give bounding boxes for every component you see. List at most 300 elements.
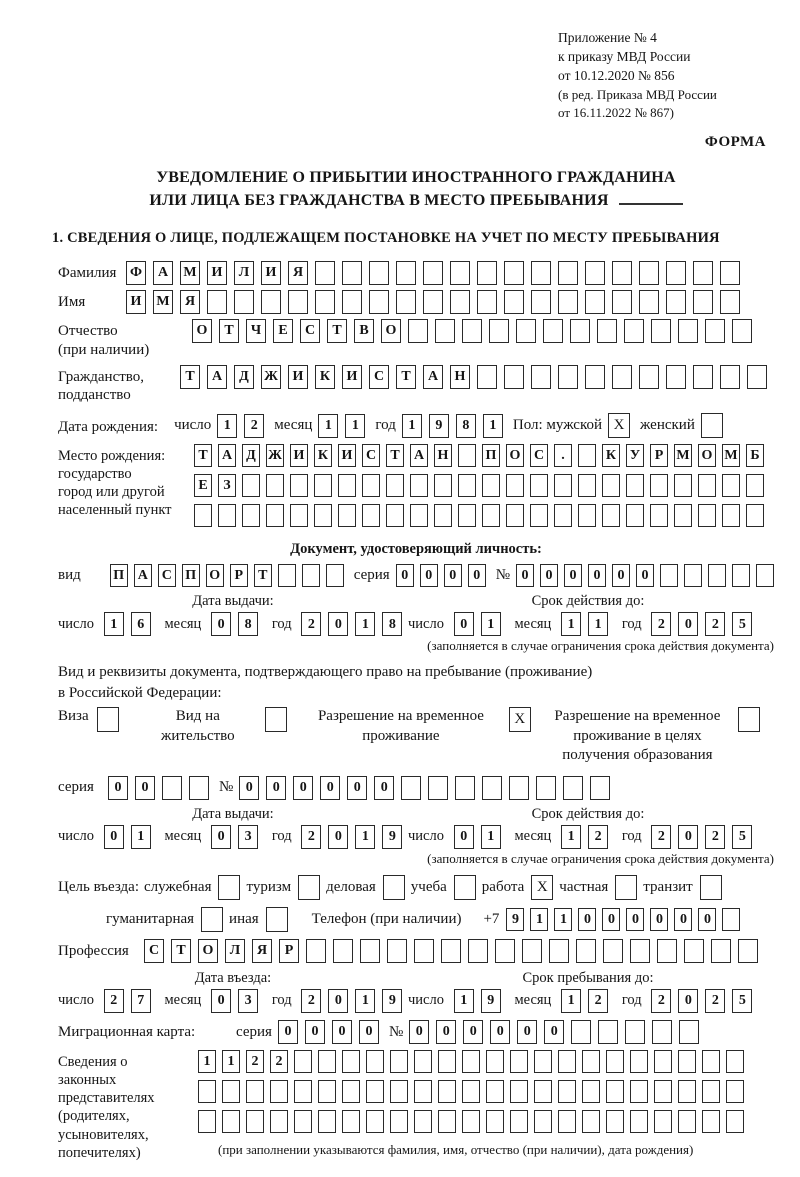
- char-cell[interactable]: 2: [301, 825, 321, 849]
- char-cell[interactable]: И: [288, 365, 308, 389]
- char-cell[interactable]: А: [134, 564, 152, 587]
- char-cell[interactable]: [390, 1110, 408, 1133]
- char-cell[interactable]: Н: [434, 444, 452, 467]
- char-cell[interactable]: [639, 365, 659, 389]
- char-cell[interactable]: [530, 474, 548, 497]
- char-cell[interactable]: [746, 504, 764, 527]
- char-cell[interactable]: [369, 290, 389, 314]
- char-cell[interactable]: Е: [194, 474, 212, 497]
- char-cell[interactable]: [654, 1080, 672, 1103]
- char-cell[interactable]: [726, 1110, 744, 1133]
- char-cell[interactable]: [290, 504, 308, 527]
- char-cell[interactable]: [338, 474, 356, 497]
- char-cell[interactable]: 0: [305, 1020, 325, 1044]
- residence-permit-checkbox[interactable]: [265, 707, 287, 732]
- char-cell[interactable]: 0: [516, 564, 534, 587]
- char-cell[interactable]: 0: [454, 825, 474, 849]
- char-cell[interactable]: [650, 474, 668, 497]
- char-cell[interactable]: [423, 261, 443, 285]
- char-cell[interactable]: С: [158, 564, 176, 587]
- char-cell[interactable]: [362, 474, 380, 497]
- char-cell[interactable]: [732, 319, 752, 343]
- char-cell[interactable]: [578, 504, 596, 527]
- char-cell[interactable]: [674, 504, 692, 527]
- char-cell[interactable]: [450, 261, 470, 285]
- char-cell[interactable]: Т: [171, 939, 191, 963]
- char-cell[interactable]: В: [354, 319, 374, 343]
- char-cell[interactable]: [625, 1020, 645, 1044]
- char-cell[interactable]: 0: [578, 908, 596, 931]
- char-cell[interactable]: 1: [481, 612, 501, 636]
- char-cell[interactable]: [720, 290, 740, 314]
- char-cell[interactable]: [612, 290, 632, 314]
- char-cell[interactable]: [486, 1050, 504, 1073]
- char-cell[interactable]: [531, 290, 551, 314]
- char-cell[interactable]: [679, 1020, 699, 1044]
- purpose-tourism-checkbox[interactable]: [298, 875, 320, 900]
- char-cell[interactable]: О: [192, 319, 212, 343]
- char-cell[interactable]: 2: [270, 1050, 288, 1073]
- char-cell[interactable]: 0: [678, 612, 698, 636]
- char-cell[interactable]: 9: [382, 989, 402, 1013]
- char-cell[interactable]: [674, 474, 692, 497]
- char-cell[interactable]: Ф: [126, 261, 146, 285]
- purpose-official-checkbox[interactable]: [218, 875, 240, 900]
- char-cell[interactable]: 0: [678, 989, 698, 1013]
- char-cell[interactable]: И: [338, 444, 356, 467]
- char-cell[interactable]: С: [369, 365, 389, 389]
- char-cell[interactable]: [702, 1080, 720, 1103]
- char-cell[interactable]: [462, 1110, 480, 1133]
- char-cell[interactable]: 2: [588, 989, 608, 1013]
- char-cell[interactable]: О: [381, 319, 401, 343]
- char-cell[interactable]: 1: [355, 825, 375, 849]
- char-cell[interactable]: [314, 504, 332, 527]
- char-cell[interactable]: 2: [246, 1050, 264, 1073]
- char-cell[interactable]: И: [207, 261, 227, 285]
- char-cell[interactable]: 1: [198, 1050, 216, 1073]
- char-cell[interactable]: [435, 319, 455, 343]
- char-cell[interactable]: [606, 1050, 624, 1073]
- char-cell[interactable]: 0: [320, 776, 340, 800]
- purpose-business-checkbox[interactable]: [383, 875, 405, 900]
- char-cell[interactable]: 1: [561, 612, 581, 636]
- char-cell[interactable]: [342, 1080, 360, 1103]
- char-cell[interactable]: Л: [225, 939, 245, 963]
- char-cell[interactable]: [423, 290, 443, 314]
- char-cell[interactable]: 2: [705, 612, 725, 636]
- char-cell[interactable]: 1: [131, 825, 151, 849]
- char-cell[interactable]: Т: [386, 444, 404, 467]
- char-cell[interactable]: Е: [273, 319, 293, 343]
- char-cell[interactable]: [342, 1110, 360, 1133]
- char-cell[interactable]: [414, 1110, 432, 1133]
- char-cell[interactable]: [438, 1080, 456, 1103]
- char-cell[interactable]: [506, 504, 524, 527]
- char-cell[interactable]: 5: [732, 612, 752, 636]
- char-cell[interactable]: [531, 261, 551, 285]
- char-cell[interactable]: 1: [402, 414, 422, 438]
- char-cell[interactable]: 0: [278, 1020, 298, 1044]
- char-cell[interactable]: [458, 444, 476, 467]
- char-cell[interactable]: 0: [678, 825, 698, 849]
- char-cell[interactable]: 9: [506, 908, 524, 931]
- char-cell[interactable]: [549, 939, 569, 963]
- char-cell[interactable]: [720, 365, 740, 389]
- char-cell[interactable]: [639, 261, 659, 285]
- char-cell[interactable]: [738, 707, 760, 732]
- char-cell[interactable]: С: [530, 444, 548, 467]
- char-cell[interactable]: 1: [345, 414, 365, 438]
- char-cell[interactable]: 2: [301, 989, 321, 1013]
- char-cell[interactable]: О: [698, 444, 716, 467]
- char-cell[interactable]: [438, 1110, 456, 1133]
- char-cell[interactable]: [342, 261, 362, 285]
- char-cell[interactable]: 0: [420, 564, 438, 587]
- char-cell[interactable]: 0: [444, 564, 462, 587]
- char-cell[interactable]: 0: [135, 776, 155, 800]
- char-cell[interactable]: [534, 1080, 552, 1103]
- char-cell[interactable]: 1: [355, 989, 375, 1013]
- char-cell[interactable]: [410, 474, 428, 497]
- char-cell[interactable]: [630, 1110, 648, 1133]
- char-cell[interactable]: [434, 504, 452, 527]
- char-cell[interactable]: Ч: [246, 319, 266, 343]
- char-cell[interactable]: [705, 319, 725, 343]
- char-cell[interactable]: [720, 261, 740, 285]
- char-cell[interactable]: [462, 1050, 480, 1073]
- char-cell[interactable]: [383, 875, 405, 900]
- char-cell[interactable]: 0: [239, 776, 259, 800]
- char-cell[interactable]: М: [180, 261, 200, 285]
- char-cell[interactable]: [606, 1080, 624, 1103]
- char-cell[interactable]: [738, 939, 758, 963]
- char-cell[interactable]: [602, 474, 620, 497]
- char-cell[interactable]: [606, 1110, 624, 1133]
- char-cell[interactable]: [318, 1110, 336, 1133]
- char-cell[interactable]: [660, 564, 678, 587]
- char-cell[interactable]: А: [423, 365, 443, 389]
- char-cell[interactable]: [441, 939, 461, 963]
- char-cell[interactable]: [222, 1110, 240, 1133]
- char-cell[interactable]: [360, 939, 380, 963]
- char-cell[interactable]: [678, 1080, 696, 1103]
- char-cell[interactable]: [495, 939, 515, 963]
- char-cell[interactable]: Л: [234, 261, 254, 285]
- char-cell[interactable]: [366, 1050, 384, 1073]
- char-cell[interactable]: [450, 290, 470, 314]
- char-cell[interactable]: [266, 907, 288, 932]
- char-cell[interactable]: [198, 1080, 216, 1103]
- char-cell[interactable]: З: [218, 474, 236, 497]
- char-cell[interactable]: 0: [108, 776, 128, 800]
- char-cell[interactable]: [582, 1110, 600, 1133]
- char-cell[interactable]: 0: [650, 908, 668, 931]
- char-cell[interactable]: [558, 1110, 576, 1133]
- char-cell[interactable]: 0: [409, 1020, 429, 1044]
- char-cell[interactable]: С: [362, 444, 380, 467]
- char-cell[interactable]: [630, 1050, 648, 1073]
- char-cell[interactable]: [454, 875, 476, 900]
- char-cell[interactable]: П: [482, 444, 500, 467]
- char-cell[interactable]: [726, 1050, 744, 1073]
- char-cell[interactable]: [506, 474, 524, 497]
- char-cell[interactable]: 2: [705, 825, 725, 849]
- char-cell[interactable]: [603, 939, 623, 963]
- char-cell[interactable]: [510, 1110, 528, 1133]
- char-cell[interactable]: 0: [328, 989, 348, 1013]
- char-cell[interactable]: М: [722, 444, 740, 467]
- char-cell[interactable]: [711, 939, 731, 963]
- char-cell[interactable]: [558, 290, 578, 314]
- char-cell[interactable]: [458, 504, 476, 527]
- char-cell[interactable]: Я: [288, 261, 308, 285]
- char-cell[interactable]: [654, 1110, 672, 1133]
- char-cell[interactable]: 0: [564, 564, 582, 587]
- char-cell[interactable]: [531, 365, 551, 389]
- char-cell[interactable]: 0: [463, 1020, 483, 1044]
- char-cell[interactable]: [732, 564, 750, 587]
- char-cell[interactable]: [486, 1080, 504, 1103]
- char-cell[interactable]: 2: [104, 989, 124, 1013]
- char-cell[interactable]: [615, 875, 637, 900]
- char-cell[interactable]: 0: [396, 564, 414, 587]
- char-cell[interactable]: [294, 1050, 312, 1073]
- char-cell[interactable]: А: [207, 365, 227, 389]
- char-cell[interactable]: 0: [332, 1020, 352, 1044]
- char-cell[interactable]: [198, 1110, 216, 1133]
- char-cell[interactable]: 1: [454, 989, 474, 1013]
- char-cell[interactable]: А: [218, 444, 236, 467]
- char-cell[interactable]: [626, 474, 644, 497]
- char-cell[interactable]: 0: [211, 825, 231, 849]
- char-cell[interactable]: [266, 474, 284, 497]
- char-cell[interactable]: Д: [242, 444, 260, 467]
- char-cell[interactable]: 1: [483, 414, 503, 438]
- char-cell[interactable]: X: [531, 875, 553, 900]
- char-cell[interactable]: [458, 474, 476, 497]
- char-cell[interactable]: К: [315, 365, 335, 389]
- char-cell[interactable]: 5: [732, 989, 752, 1013]
- char-cell[interactable]: 8: [456, 414, 476, 438]
- char-cell[interactable]: [342, 290, 362, 314]
- char-cell[interactable]: [578, 444, 596, 467]
- char-cell[interactable]: [270, 1080, 288, 1103]
- char-cell[interactable]: [698, 474, 716, 497]
- char-cell[interactable]: [708, 564, 726, 587]
- char-cell[interactable]: [315, 290, 335, 314]
- char-cell[interactable]: [294, 1110, 312, 1133]
- char-cell[interactable]: [468, 939, 488, 963]
- char-cell[interactable]: [700, 875, 722, 900]
- char-cell[interactable]: [702, 1050, 720, 1073]
- char-cell[interactable]: И: [126, 290, 146, 314]
- char-cell[interactable]: [598, 1020, 618, 1044]
- char-cell[interactable]: [651, 319, 671, 343]
- char-cell[interactable]: 0: [454, 612, 474, 636]
- char-cell[interactable]: 8: [238, 612, 258, 636]
- edu-permit-checkbox[interactable]: [738, 707, 760, 732]
- char-cell[interactable]: [477, 290, 497, 314]
- char-cell[interactable]: [722, 908, 740, 931]
- char-cell[interactable]: [698, 504, 716, 527]
- char-cell[interactable]: [558, 261, 578, 285]
- char-cell[interactable]: 0: [626, 908, 644, 931]
- char-cell[interactable]: 0: [517, 1020, 537, 1044]
- purpose-transit-checkbox[interactable]: [700, 875, 722, 900]
- char-cell[interactable]: [722, 474, 740, 497]
- char-cell[interactable]: [504, 261, 524, 285]
- char-cell[interactable]: 0: [468, 564, 486, 587]
- char-cell[interactable]: [726, 1080, 744, 1103]
- char-cell[interactable]: [684, 564, 702, 587]
- purpose-work-checkbox[interactable]: [531, 875, 553, 900]
- char-cell[interactable]: [366, 1110, 384, 1133]
- char-cell[interactable]: 1: [588, 612, 608, 636]
- char-cell[interactable]: [477, 365, 497, 389]
- char-cell[interactable]: [390, 1050, 408, 1073]
- char-cell[interactable]: [602, 504, 620, 527]
- char-cell[interactable]: 9: [429, 414, 449, 438]
- char-cell[interactable]: 0: [211, 989, 231, 1013]
- char-cell[interactable]: Р: [279, 939, 299, 963]
- sex-male-checkbox[interactable]: [608, 413, 630, 438]
- char-cell[interactable]: [207, 290, 227, 314]
- char-cell[interactable]: [630, 1080, 648, 1103]
- char-cell[interactable]: Р: [650, 444, 668, 467]
- char-cell[interactable]: [536, 776, 556, 800]
- char-cell[interactable]: 0: [328, 825, 348, 849]
- char-cell[interactable]: [438, 1050, 456, 1073]
- char-cell[interactable]: 1: [530, 908, 548, 931]
- sex-female-checkbox[interactable]: [701, 413, 723, 438]
- char-cell[interactable]: [666, 261, 686, 285]
- char-cell[interactable]: 0: [544, 1020, 564, 1044]
- char-cell[interactable]: [298, 875, 320, 900]
- char-cell[interactable]: [657, 939, 677, 963]
- char-cell[interactable]: [414, 1050, 432, 1073]
- char-cell[interactable]: 0: [602, 908, 620, 931]
- char-cell[interactable]: [246, 1080, 264, 1103]
- char-cell[interactable]: [652, 1020, 672, 1044]
- char-cell[interactable]: Б: [746, 444, 764, 467]
- char-cell[interactable]: 1: [355, 612, 375, 636]
- char-cell[interactable]: [576, 939, 596, 963]
- char-cell[interactable]: [246, 1110, 264, 1133]
- char-cell[interactable]: X: [509, 707, 531, 732]
- char-cell[interactable]: [278, 564, 296, 587]
- char-cell[interactable]: [261, 290, 281, 314]
- char-cell[interactable]: [318, 1050, 336, 1073]
- char-cell[interactable]: [366, 1080, 384, 1103]
- char-cell[interactable]: Т: [180, 365, 200, 389]
- char-cell[interactable]: [288, 290, 308, 314]
- char-cell[interactable]: [534, 1110, 552, 1133]
- char-cell[interactable]: О: [198, 939, 218, 963]
- char-cell[interactable]: О: [506, 444, 524, 467]
- char-cell[interactable]: [701, 413, 723, 438]
- char-cell[interactable]: [408, 319, 428, 343]
- char-cell[interactable]: [570, 319, 590, 343]
- char-cell[interactable]: [630, 939, 650, 963]
- char-cell[interactable]: 2: [244, 414, 264, 438]
- char-cell[interactable]: [650, 504, 668, 527]
- char-cell[interactable]: Я: [180, 290, 200, 314]
- char-cell[interactable]: [290, 474, 308, 497]
- char-cell[interactable]: 0: [374, 776, 394, 800]
- char-cell[interactable]: [626, 504, 644, 527]
- char-cell[interactable]: С: [300, 319, 320, 343]
- char-cell[interactable]: [585, 365, 605, 389]
- char-cell[interactable]: 5: [732, 825, 752, 849]
- char-cell[interactable]: [362, 504, 380, 527]
- char-cell[interactable]: [756, 564, 774, 587]
- char-cell[interactable]: [504, 365, 524, 389]
- char-cell[interactable]: [306, 939, 326, 963]
- purpose-humanitarian-checkbox[interactable]: [201, 907, 223, 932]
- char-cell[interactable]: 1: [561, 989, 581, 1013]
- char-cell[interactable]: У: [626, 444, 644, 467]
- char-cell[interactable]: [242, 504, 260, 527]
- char-cell[interactable]: [590, 776, 610, 800]
- char-cell[interactable]: [315, 261, 335, 285]
- char-cell[interactable]: 2: [588, 825, 608, 849]
- char-cell[interactable]: [578, 474, 596, 497]
- char-cell[interactable]: [410, 504, 428, 527]
- char-cell[interactable]: [189, 776, 209, 800]
- char-cell[interactable]: 0: [211, 612, 231, 636]
- char-cell[interactable]: [414, 1080, 432, 1103]
- char-cell[interactable]: [558, 1050, 576, 1073]
- char-cell[interactable]: [510, 1050, 528, 1073]
- char-cell[interactable]: А: [410, 444, 428, 467]
- char-cell[interactable]: 0: [293, 776, 313, 800]
- char-cell[interactable]: [654, 1050, 672, 1073]
- char-cell[interactable]: [266, 504, 284, 527]
- char-cell[interactable]: 2: [651, 825, 671, 849]
- char-cell[interactable]: 9: [481, 989, 501, 1013]
- char-cell[interactable]: [666, 290, 686, 314]
- char-cell[interactable]: X: [608, 413, 630, 438]
- char-cell[interactable]: [326, 564, 344, 587]
- char-cell[interactable]: [265, 707, 287, 732]
- char-cell[interactable]: 1: [554, 908, 572, 931]
- char-cell[interactable]: 0: [359, 1020, 379, 1044]
- char-cell[interactable]: [302, 564, 320, 587]
- char-cell[interactable]: 0: [328, 612, 348, 636]
- char-cell[interactable]: Д: [234, 365, 254, 389]
- char-cell[interactable]: [234, 290, 254, 314]
- char-cell[interactable]: [678, 1050, 696, 1073]
- char-cell[interactable]: [162, 776, 182, 800]
- char-cell[interactable]: 0: [612, 564, 630, 587]
- char-cell[interactable]: 0: [674, 908, 692, 931]
- char-cell[interactable]: [386, 504, 404, 527]
- char-cell[interactable]: [543, 319, 563, 343]
- char-cell[interactable]: [554, 504, 572, 527]
- char-cell[interactable]: [386, 474, 404, 497]
- purpose-private-checkbox[interactable]: [615, 875, 637, 900]
- char-cell[interactable]: Т: [396, 365, 416, 389]
- char-cell[interactable]: Я: [252, 939, 272, 963]
- char-cell[interactable]: [639, 290, 659, 314]
- char-cell[interactable]: [666, 365, 686, 389]
- char-cell[interactable]: [693, 365, 713, 389]
- char-cell[interactable]: Т: [327, 319, 347, 343]
- char-cell[interactable]: [414, 939, 434, 963]
- char-cell[interactable]: 2: [705, 989, 725, 1013]
- purpose-other-checkbox[interactable]: [266, 907, 288, 932]
